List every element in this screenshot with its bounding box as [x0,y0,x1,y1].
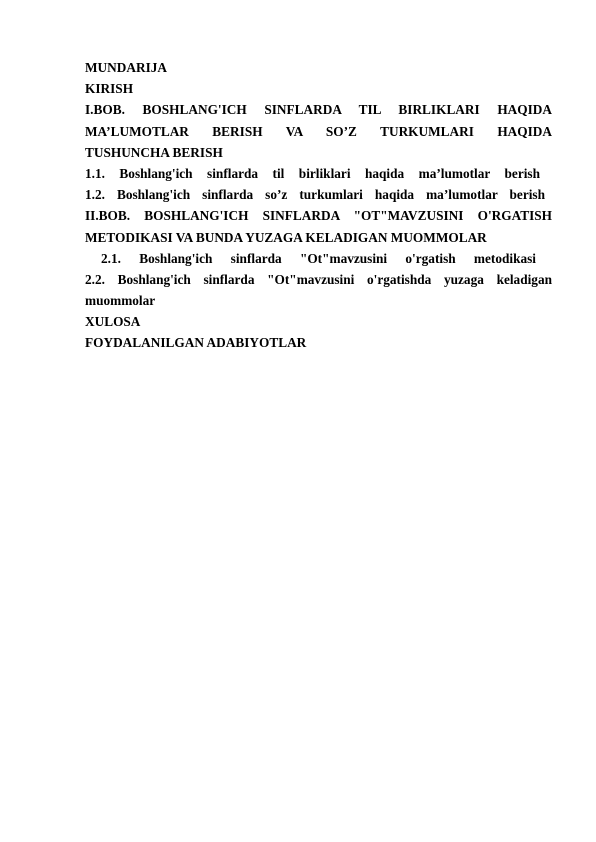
toc-chapter1-line1: I.BOB. BOSHLANG'ICH SINFLARDA TIL BIRLIKLARI HAQIDA [85,102,552,118]
toc-chapter1-line3: TUSHUNCHA BERISH [85,144,223,160]
toc-item-intro: KIRISH [85,81,134,97]
toc-chapter2-line1: II.BOB. BOSHLANG'ICH SINFLARDA "OT"MAVZUSINI O'RGATISH [85,208,552,224]
toc-chapter2-line2: METODIKASI VA BUNDA YUZAGA KELADIGAN MUOMMOLAR [85,229,487,245]
toc-section-1-2: 1.2. Boshlang'ich sinflarda so’z turkumlari haqida ma’lumotlar berish [85,187,545,203]
toc-section-1-1: 1.1. Boshlang'ich sinflarda til birliklari haqida ma’lumotlar berish [85,165,540,181]
document-page [85,57,552,354]
toc-chapter1-line2: MA’LUMOTLAR BERISH VA SO’Z TURKUMLARI HAQIDA [85,123,552,139]
toc-item-references: FOYDALANILGAN ADABIYOTLAR [85,335,307,351]
toc-heading: MUNDARIJA [85,60,167,75]
toc-item-conclusion: XULOSA [85,314,141,330]
toc-section-2-2-line1: 2.2. Boshlang'ich sinflarda "Ot"mavzusini o'rgatishda yuzaga keladigan [85,271,552,287]
toc-section-2-2-line2: muommolar [85,293,156,309]
toc-section-2-1: 2.1. Boshlang'ich sinflarda "Ot"mavzusini o'rgatish metodikasi [101,250,536,266]
